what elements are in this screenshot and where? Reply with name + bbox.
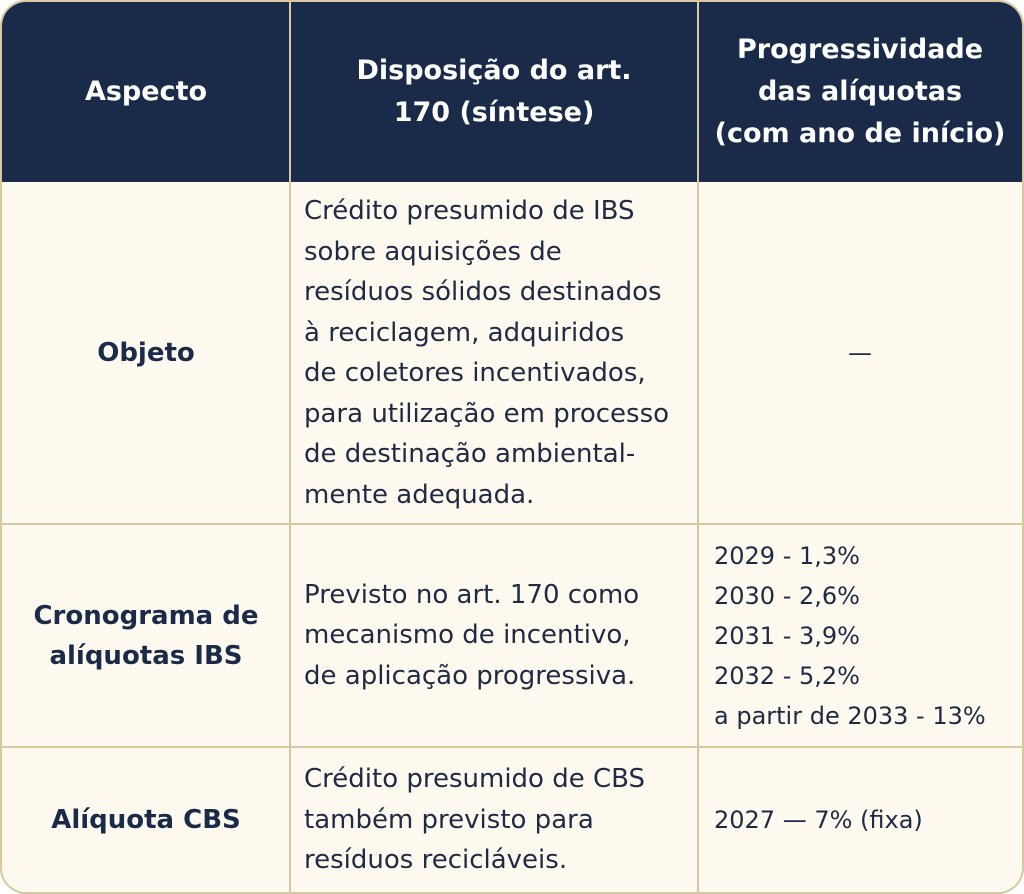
rate-schedule-item: 2029 - 1,3% — [714, 541, 860, 570]
row-aspect-cell: Alíquota CBS — [51, 805, 241, 835]
row-aspect-cell: Cronograma de alíquotas IBS — [33, 600, 259, 671]
row-progressivity-cell: — — [848, 339, 872, 367]
rate-schedule-item: 2031 - 3,9% — [714, 621, 860, 650]
row-disposition-cell: Crédito presumido de IBS sobre aquisições de resíduos sólidos destinados à reciclagem, adquiridos de coletores incentivados, para utilização em processo de destinação ambiental- mente adequada. — [304, 196, 670, 510]
column-divider — [697, 182, 699, 892]
row-disposition-cell: Previsto no art. 170 como mecanismo de incentivo, de aplicação progressiva. — [304, 579, 640, 691]
table-row — [2, 748, 1022, 892]
header-cell-progressivity: Progressividade das alíquotas (com ano de início) — [714, 34, 1006, 149]
column-divider — [289, 182, 291, 892]
row-progressivity-cell: 2027 — 7% (fixa) — [714, 806, 923, 834]
row-aspect-cell: Objeto — [97, 338, 195, 368]
rate-schedule-item: 2032 - 5,2% — [714, 661, 860, 690]
header-cell-disposition: Disposição do art. 170 (síntese) — [356, 55, 632, 128]
row-progressivity-cell — [698, 525, 1022, 746]
header-cell-aspect: Aspecto — [84, 76, 208, 107]
rate-schedule-list — [714, 536, 986, 736]
rate-schedule-item: 2030 - 2,6% — [714, 581, 860, 610]
table-row — [2, 182, 1022, 524]
row-disposition-cell: Crédito presumido de CBS também previsto para resíduos recicláveis. — [304, 764, 646, 876]
table-row — [2, 525, 1022, 746]
table-header — [2, 2, 1022, 182]
rate-schedule-item: a partir de 2033 - 13% — [714, 701, 986, 730]
